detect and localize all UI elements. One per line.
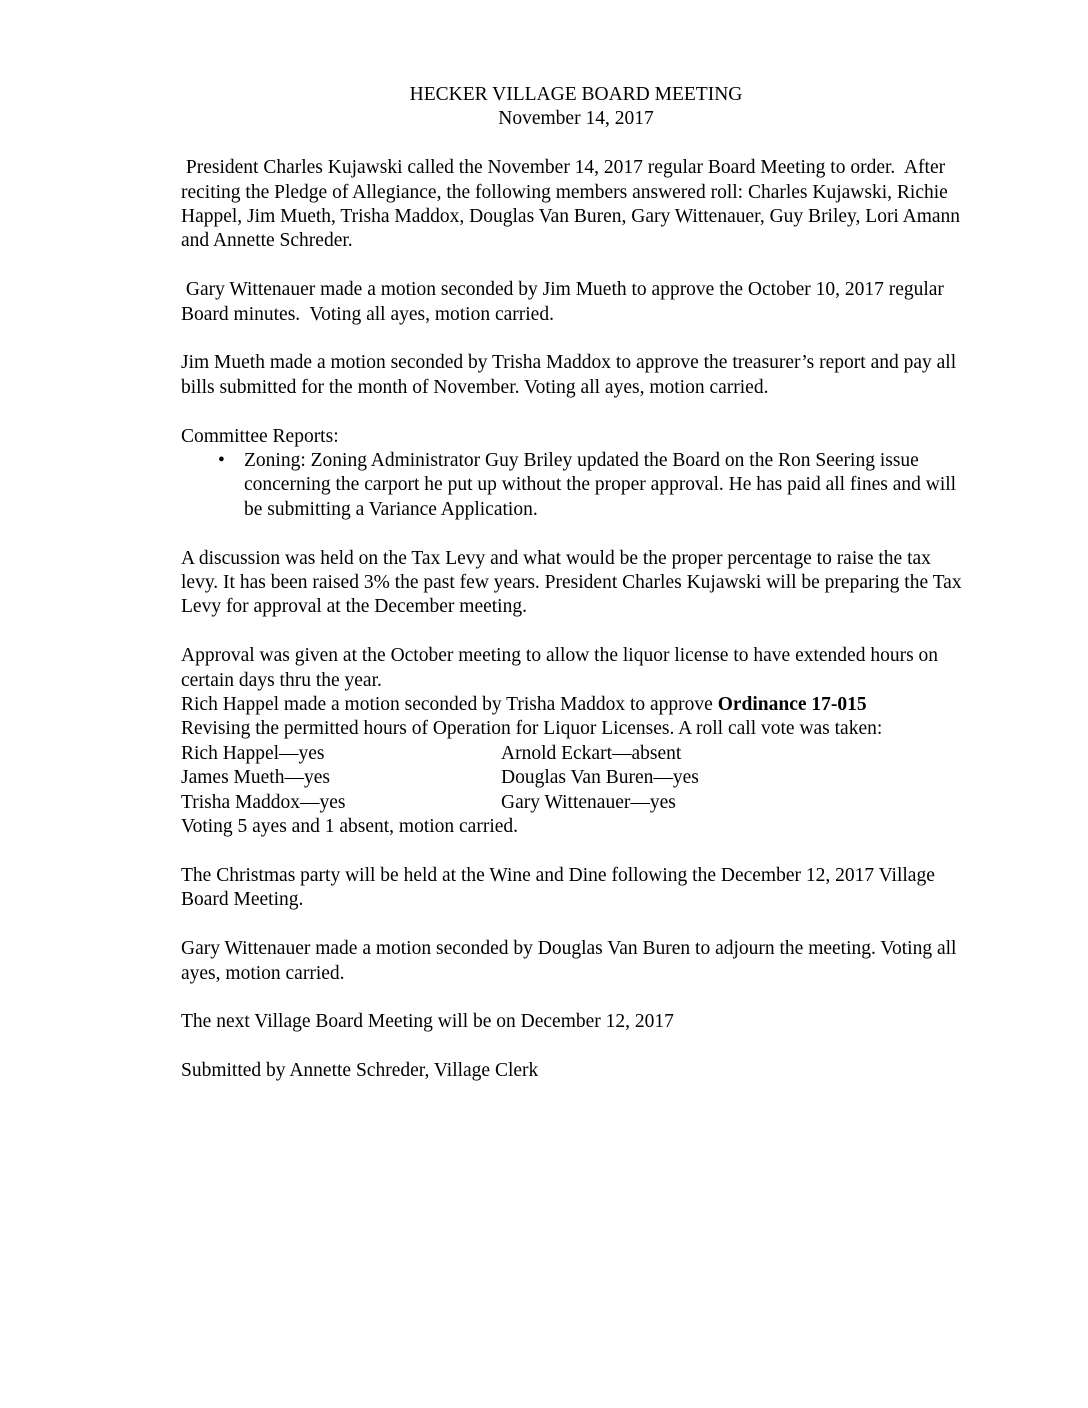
- next-meeting-paragraph: The next Village Board Meeting will be on December 12, 2017: [181, 1011, 674, 1033]
- document-header: [181, 83, 971, 132]
- list-item: [218, 449, 971, 522]
- meeting-date: November 14, 2017: [498, 108, 654, 130]
- ordinance-number: Ordinance 17-015: [717, 694, 867, 716]
- ordinance-description: Revising the permitted hours of Operation for Liquor Licenses. A roll call vote was taken:: [181, 718, 883, 740]
- vote-entry: Arnold Eckart—absent: [501, 742, 682, 764]
- document-title: HECKER VILLAGE BOARD MEETING: [409, 84, 743, 105]
- roll-call-paragraph: President Charles Kujawski called the November 14, 2017 regular Board Meeting to order. After reciting the Pledge of Allegiance, the following members answered roll: Charles Kujawski, Richie Happel, Jim Mueth, Trisha Maddox, Douglas Van Buren, Gary Wittenauer, Guy Briley, Lori Amann and Annette Schreder.: [181, 157, 965, 252]
- vote-entry: Trisha Maddox—yes: [181, 791, 346, 813]
- vote-entry: Douglas Van Buren—yes: [501, 767, 699, 789]
- vote-result: Voting 5 ayes and 1 absent, motion carried.: [181, 816, 519, 838]
- committee-reports-heading: Committee Reports:: [181, 425, 339, 447]
- minutes-approval-paragraph: Gary Wittenauer made a motion seconded by Jim Mueth to approve the October 10, 2017 regular Board minutes. Voting all ayes, motion carried.: [181, 279, 949, 325]
- ordinance-motion-text: Rich Happel made a motion seconded by Trisha Maddox to approve: [181, 694, 718, 716]
- adjournment-paragraph: Gary Wittenauer made a motion seconded by Douglas Van Buren to adjourn the meeting. Voting all ayes, motion carried.: [181, 938, 957, 984]
- minutes-document: [181, 83, 971, 1084]
- roll-call-vote-table: [181, 742, 971, 815]
- ordinance-motion-paragraph: [181, 693, 971, 742]
- treasurer-report-paragraph: Jim Mueth made a motion seconded by Trisha Maddox to approve the treasurer’s report and pay all bills submitted for the month of November. Voting all ayes, motion carried.: [181, 352, 957, 398]
- bullet-icon: •: [218, 450, 225, 472]
- liquor-license-paragraph: Approval was given at the October meeting to allow the liquor license to have extended hours on certain days thru the year.: [181, 645, 939, 691]
- submitted-by: Submitted by Annette Schreder, Village Clerk: [181, 1060, 539, 1082]
- vote-entry: James Mueth—yes: [181, 767, 330, 789]
- zoning-report-text: Zoning: Zoning Administrator Guy Briley updated the Board on the Ron Seering issue concerning the carport he put up without the proper approval. He has paid all fines and will be submitting a Variance Application.: [244, 450, 957, 520]
- vote-entry: Gary Wittenauer—yes: [501, 791, 676, 813]
- tax-levy-paragraph: A discussion was held on the Tax Levy and what would be the proper percentage to raise the tax levy. It has been raised 3% the past few years. President Charles Kujawski will be preparing the Tax Levy for approval at the December meeting.: [181, 547, 962, 618]
- christmas-party-paragraph: The Christmas party will be held at the Wine and Dine following the December 12, 2017 Village Board Meeting.: [181, 864, 935, 911]
- vote-entry: Rich Happel—yes: [181, 742, 325, 764]
- committee-reports-list: [181, 449, 971, 522]
